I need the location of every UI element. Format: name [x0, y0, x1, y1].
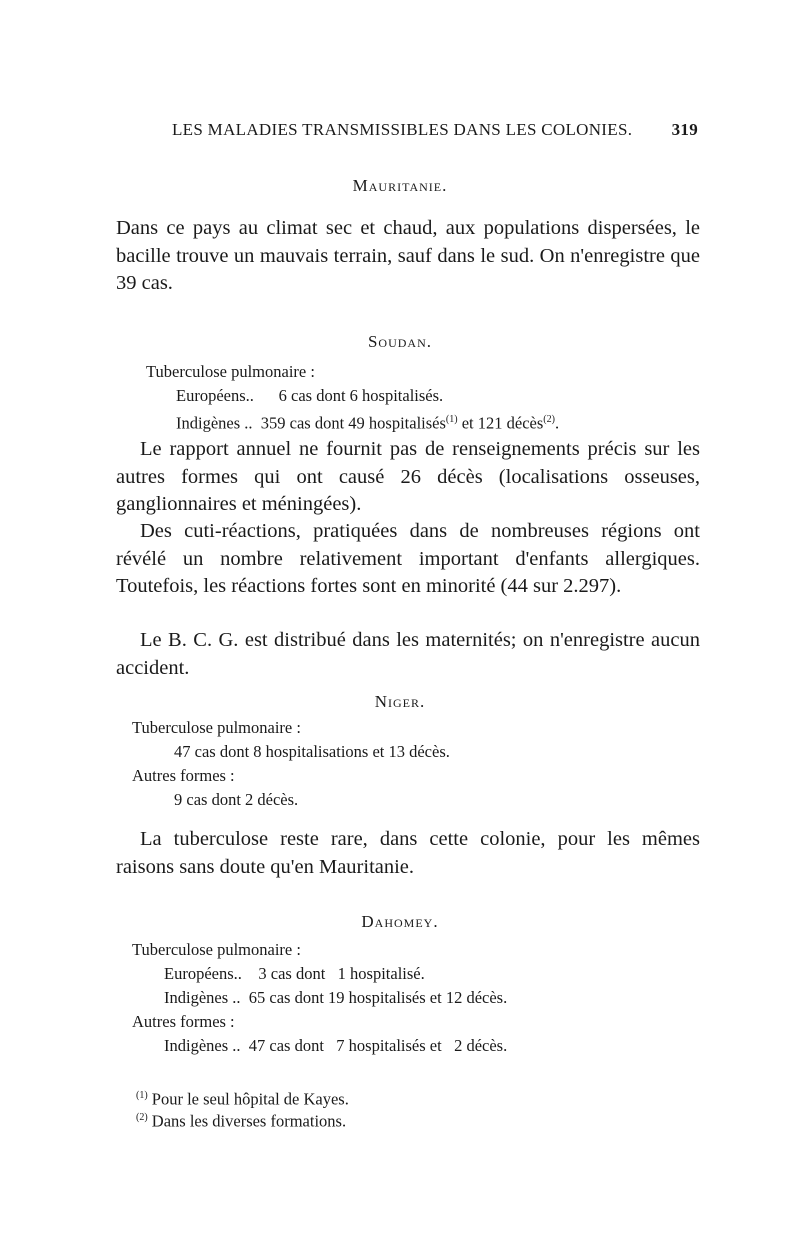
soudan-label: Tuberculose pulmonaire :	[146, 362, 315, 381]
footnote-ref-2: (2)	[543, 414, 555, 425]
footnote-2-text: Dans les diverses formations.	[151, 1111, 347, 1131]
footnote-1-text: Pour le seul hôpital de Kayes.	[151, 1089, 349, 1109]
section-heading-mauritanie: Mauritanie.	[352, 176, 448, 195]
niger-stats	[132, 716, 450, 812]
section-heading-soudan: Soudan.	[367, 332, 433, 351]
dahomey-label-pulmonaire: Tuberculose pulmonaire :	[132, 940, 301, 959]
dahomey-row-indigenes: Indigènes .. 65 cas dont 19 hospitalisés et 12 décès.	[164, 988, 508, 1007]
footnote-2	[136, 1107, 346, 1133]
soudan-stats	[146, 360, 559, 436]
footnote-ref-1: (1)	[445, 414, 458, 425]
paragraph-mauritanie: Dans ce pays au climat sec et chaud, aux populations dispersées, le bacille trouve un mauvais terrain, sauf dans le sud. On n'enregistre que 39 cas.	[116, 217, 700, 294]
footnote-2-mark: (2)	[136, 1112, 148, 1123]
running-title: LES MALADIES TRANSMISSIBLES DANS LES COLONIES.	[172, 120, 633, 139]
niger-row-autres: 9 cas dont 2 décès.	[174, 790, 299, 809]
dahomey-row-autres: Indigènes .. 47 cas dont 7 hospitalisés et 2 décès.	[164, 1036, 508, 1055]
section-heading-dahomey: Dahomey.	[361, 912, 439, 931]
niger-label-pulmonaire: Tuberculose pulmonaire :	[132, 718, 301, 737]
footnote-1-mark: (1)	[136, 1090, 148, 1101]
paragraph-soudan-2: Des cuti-réactions, pratiquées dans de nombreuses régions ont révélé un nombre relativement important d'enfants allergiques. Toutefois, les réactions fortes sont en minorité (44 sur 2.297).	[116, 520, 700, 597]
dahomey-label-autres: Autres formes :	[132, 1012, 235, 1031]
niger-row-pulmonaire: 47 cas dont 8 hospitalisations et 13 décès.	[174, 742, 450, 761]
page-number: 319	[671, 120, 698, 139]
soudan-row2-text-b: et 121 décès	[457, 413, 544, 433]
niger-label-autres: Autres formes :	[132, 766, 235, 785]
section-heading-niger: Niger.	[374, 692, 426, 711]
paragraph-soudan-1: Le rapport annuel ne fournit pas de renseignements précis sur les autres formes qui ont causé 26 décès (localisations osseuses, ganglionnaires et méningées).	[116, 438, 700, 515]
soudan-row-indigenes	[146, 408, 559, 436]
paragraph-niger: La tuberculose reste rare, dans cette colonie, pour les mêmes raisons sans doute qu'en Mauritanie.	[116, 828, 700, 878]
dahomey-row-europeens: Européens.. 3 cas dont 1 hospitalisé.	[164, 964, 425, 983]
dahomey-stats	[132, 938, 507, 1058]
paragraph-soudan-3: Le B. C. G. est distribué dans les maternités; on n'enregistre aucun accident.	[116, 629, 700, 679]
soudan-row2-text-c: .	[554, 413, 560, 433]
soudan-row2-text: Indigènes .. 359 cas dont 49 hospitalisés	[176, 413, 446, 433]
soudan-row-europeens: Européens.. 6 cas dont 6 hospitalisés.	[176, 386, 444, 405]
